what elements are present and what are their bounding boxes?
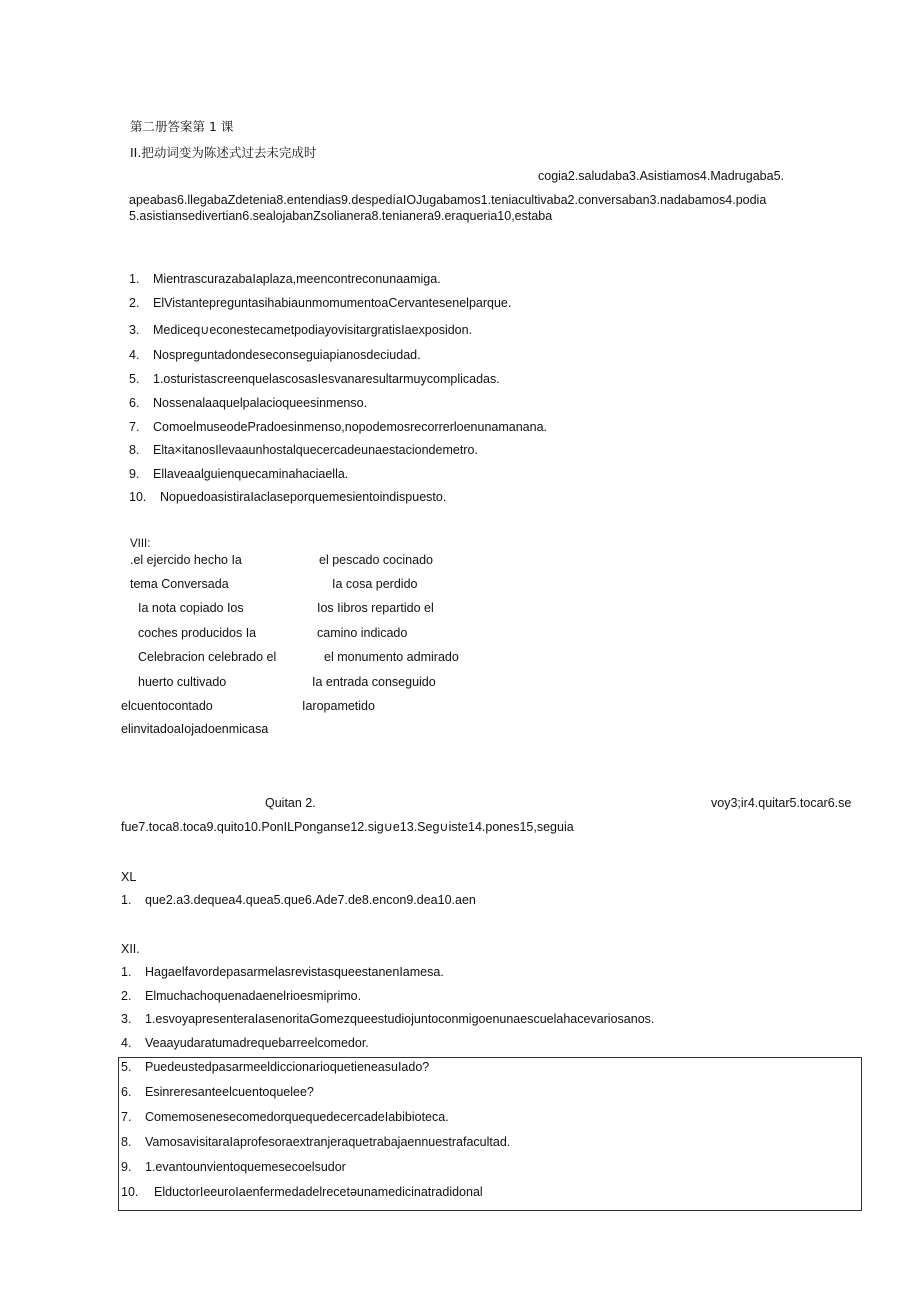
list-item: 6. Esinreresanteelcuentoquelee? xyxy=(121,1085,314,1099)
participle-pair: el pescado cocinado xyxy=(319,553,433,567)
list-item: 8. Elta×itanosIlevaaunhostalquecercadeunaestaciondemetro. xyxy=(129,443,478,457)
section-viii-label: VIII: xyxy=(130,538,151,550)
section-ii-answer-line: 5.asistiansedivertian6.sealojabanZsolianera8.tenianera9.eraqueria10,estaba xyxy=(129,209,553,223)
list-item: 6. Nossenalaaquelpalacioqueesinmenso. xyxy=(129,396,368,410)
list-item: 5. PuedeustedpasarmeeldiccionarioquetieneasuIado? xyxy=(121,1060,430,1074)
list-item: 2. ElVistantepreguntasihabiaunmomumentoaCervantesenelparque. xyxy=(129,296,512,310)
list-item: 9. 1.evantounvientoquemesecoelsudor xyxy=(121,1160,346,1174)
participle-pair: el monumento admirado xyxy=(324,650,459,664)
participle-pair: Iaropametido xyxy=(302,699,375,713)
list-item: 3. 1.esvoyapresenteraIasenoritaGomezqueestudiojuntoconmigoenunaescuelahacevariosanos. xyxy=(121,1012,655,1026)
list-item: 10. ElductorIeeuroIaenfermedadelrecetəunamedicinatradidonal xyxy=(121,1185,483,1199)
list-item: 1. MientrascurazabaIaplaza,meencontreconunaamiga. xyxy=(129,272,441,286)
list-item: 5. 1.osturistascreenquelascosasIesvanaresultarmuycomplicadas. xyxy=(129,372,500,386)
list-item: 8. VamosavisitaraIaprofesoraextranjeraquetrabajaennuestrafacultad. xyxy=(121,1135,511,1149)
participle-pair: Ia nota copiado Ios xyxy=(138,601,244,615)
page-title: 第二册答案第 1 课 xyxy=(130,119,234,134)
list-item: 10. NopuedoasistiraIaclaseporquemesientoindispuesto. xyxy=(129,490,447,504)
section-xi-label: XL xyxy=(121,870,137,884)
section-xii-label: XII. xyxy=(121,942,140,956)
list-item: 1. que2.a3.dequea4.quea5.que6.Ade7.de8.encon9.dea10.aen xyxy=(121,893,476,907)
participle-pair: tema Conversada xyxy=(130,577,229,591)
list-item: 1. HagaelfavordepasarmelasrevistasqueestanenIamesa. xyxy=(121,965,444,979)
section-ii-heading: II.把动词变为陈述式过去未完成时 xyxy=(130,145,317,160)
list-item: 2. Elmuchachoquenadaenelrioesmiprimo. xyxy=(121,989,362,1003)
list-item: 3. Mediceq∪econestecametpodiayovisitargratisIaexposidon. xyxy=(129,323,473,337)
participle-pair: huerto cultivado xyxy=(138,675,227,689)
participle-pair: elcuentocontado xyxy=(121,699,213,713)
participle-pair: .el ejercido hecho Ia xyxy=(130,553,242,567)
participle-pair: coches producidos Ia xyxy=(138,626,257,640)
list-item: 7. ComemosenesecomedorquequedecercadeIabibioteca. xyxy=(121,1110,449,1124)
section-x-line: fue7.toca8.toca9.quito10.PonILPonganse12.sig∪e13.Seg∪iste14.pones15,seguia xyxy=(121,820,574,834)
participle-pair: Celebracion celebrado el xyxy=(138,650,277,664)
participle-pair: Ia entrada conseguido xyxy=(312,675,436,689)
participle-pair: elinvitadoaIojadoenmicasa xyxy=(121,722,269,736)
section-ii-answer-line: apeabas6.llegabaZdetenia8.entendias9.despedíaIOJugabamos1.teniacultivaba2.conversaban3.nadabamos4.podia xyxy=(129,193,767,207)
section-ii-answer-line: cogia2.saludaba3.Asistiamos4.Madrugaba5. xyxy=(538,169,784,183)
list-item: 4. Veaayudaratumadrequebarreelcomedor. xyxy=(121,1036,369,1050)
section-x-right: voy3;ir4.quitar5.tocar6.se xyxy=(711,796,852,810)
list-item: 9. Ellaveaalguienquecaminahaciaella. xyxy=(129,467,349,481)
list-item: 7. ComoelmuseodePradoesinmenso,nopodemosrecorrerloenunamanana. xyxy=(129,420,547,434)
section-x-start: Quitan 2. xyxy=(265,796,316,810)
participle-pair: Ios Iibros repartido el xyxy=(317,601,434,615)
participle-pair: camino indicado xyxy=(317,626,408,640)
list-item: 4. Nospreguntadondeseconseguiapianosdeciudad. xyxy=(129,348,421,362)
participle-pair: Ia cosa perdido xyxy=(332,577,418,591)
